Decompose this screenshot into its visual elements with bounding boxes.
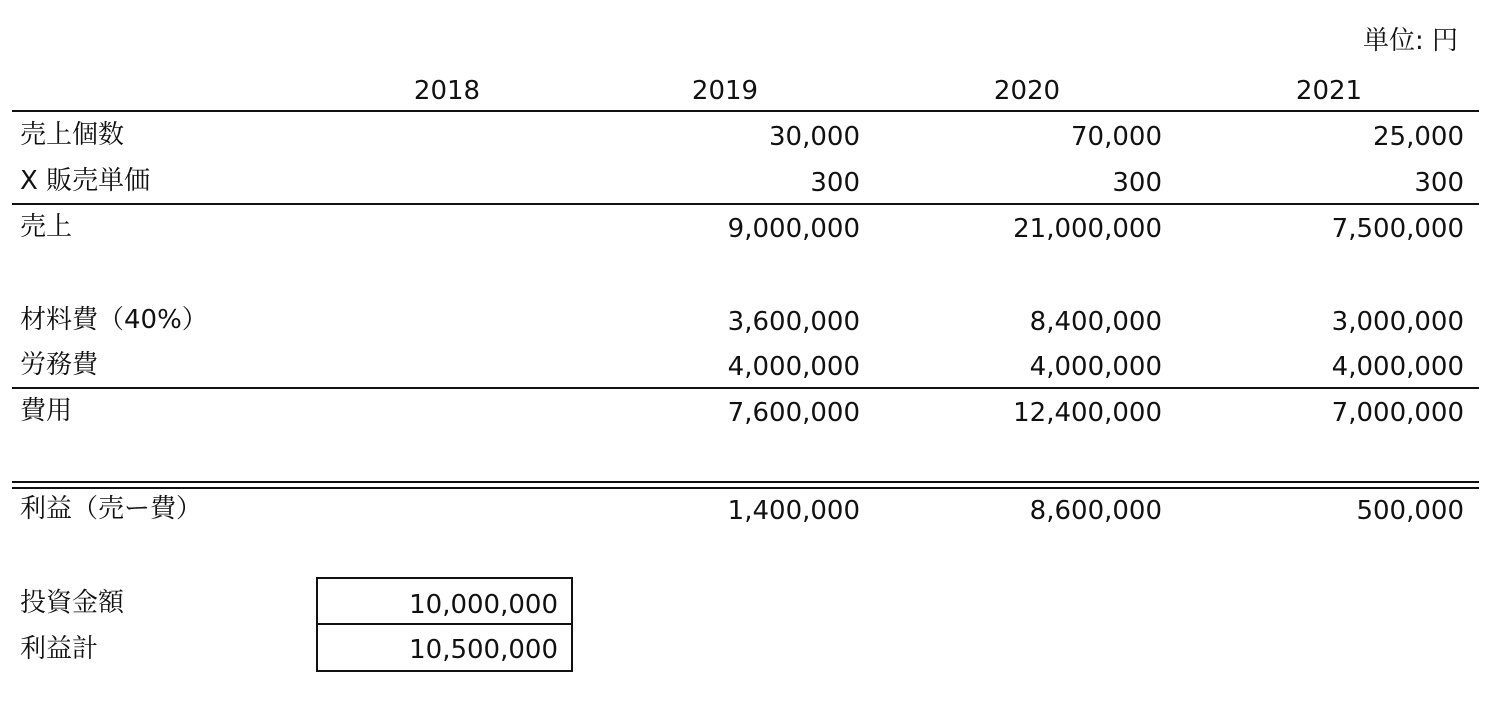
cell-profit-2019: 1,400,000	[727, 496, 860, 526]
cell-expenses-2021: 7,000,000	[1331, 398, 1464, 428]
row-label-profit: 利益（売ー費）	[20, 494, 203, 524]
cell-unit-sales-2019: 30,000	[769, 122, 860, 152]
cell-sales-2019: 9,000,000	[727, 214, 860, 244]
cell-material-cost-2021: 3,000,000	[1331, 307, 1464, 337]
row-label-material-cost: 材料費（40%）	[20, 305, 208, 335]
cell-unit-price-2020: 300	[1112, 168, 1162, 198]
row-label-sales: 売上	[20, 212, 73, 242]
cell-labor-cost-2019: 4,000,000	[727, 352, 860, 382]
unit-label: 単位: 円	[1363, 26, 1459, 56]
summary-box-divider	[316, 623, 573, 625]
cell-labor-cost-2021: 4,000,000	[1331, 352, 1464, 382]
year-header-2020: 2020	[993, 76, 1061, 106]
cell-expenses-2019: 7,600,000	[727, 398, 860, 428]
summary-label-investment: 投資金額	[20, 588, 125, 618]
cell-unit-price-2019: 300	[810, 168, 860, 198]
cell-sales-2020: 21,000,000	[1013, 214, 1162, 244]
row-label-labor-cost: 労務費	[20, 350, 99, 380]
year-header-2021: 2021	[1295, 76, 1363, 106]
sales-divider	[12, 203, 1479, 205]
cost-divider	[12, 387, 1479, 389]
profit-double-line-top	[12, 481, 1479, 483]
year-header-2019: 2019	[691, 76, 759, 106]
cell-labor-cost-2020: 4,000,000	[1029, 352, 1162, 382]
cell-unit-sales-2021: 25,000	[1373, 122, 1464, 152]
year-header-2018: 2018	[413, 76, 481, 106]
cell-expenses-2020: 12,400,000	[1013, 398, 1162, 428]
row-label-unit-price: X 販売単価	[20, 166, 151, 196]
cell-unit-price-2021: 300	[1414, 168, 1464, 198]
cell-sales-2021: 7,500,000	[1331, 214, 1464, 244]
cell-profit-2021: 500,000	[1356, 496, 1464, 526]
row-label-unit-sales: 売上個数	[20, 120, 125, 150]
row-label-expenses: 費用	[20, 396, 73, 426]
summary-label-total-profit: 利益計	[20, 634, 99, 664]
cell-material-cost-2020: 8,400,000	[1029, 307, 1162, 337]
summary-value-investment: 10,000,000	[409, 590, 558, 620]
header-divider	[12, 110, 1479, 112]
cell-material-cost-2019: 3,600,000	[727, 307, 860, 337]
cell-profit-2020: 8,600,000	[1029, 496, 1162, 526]
summary-value-total-profit: 10,500,000	[409, 635, 558, 665]
profit-double-line-bottom	[12, 487, 1479, 489]
cell-unit-sales-2020: 70,000	[1071, 122, 1162, 152]
